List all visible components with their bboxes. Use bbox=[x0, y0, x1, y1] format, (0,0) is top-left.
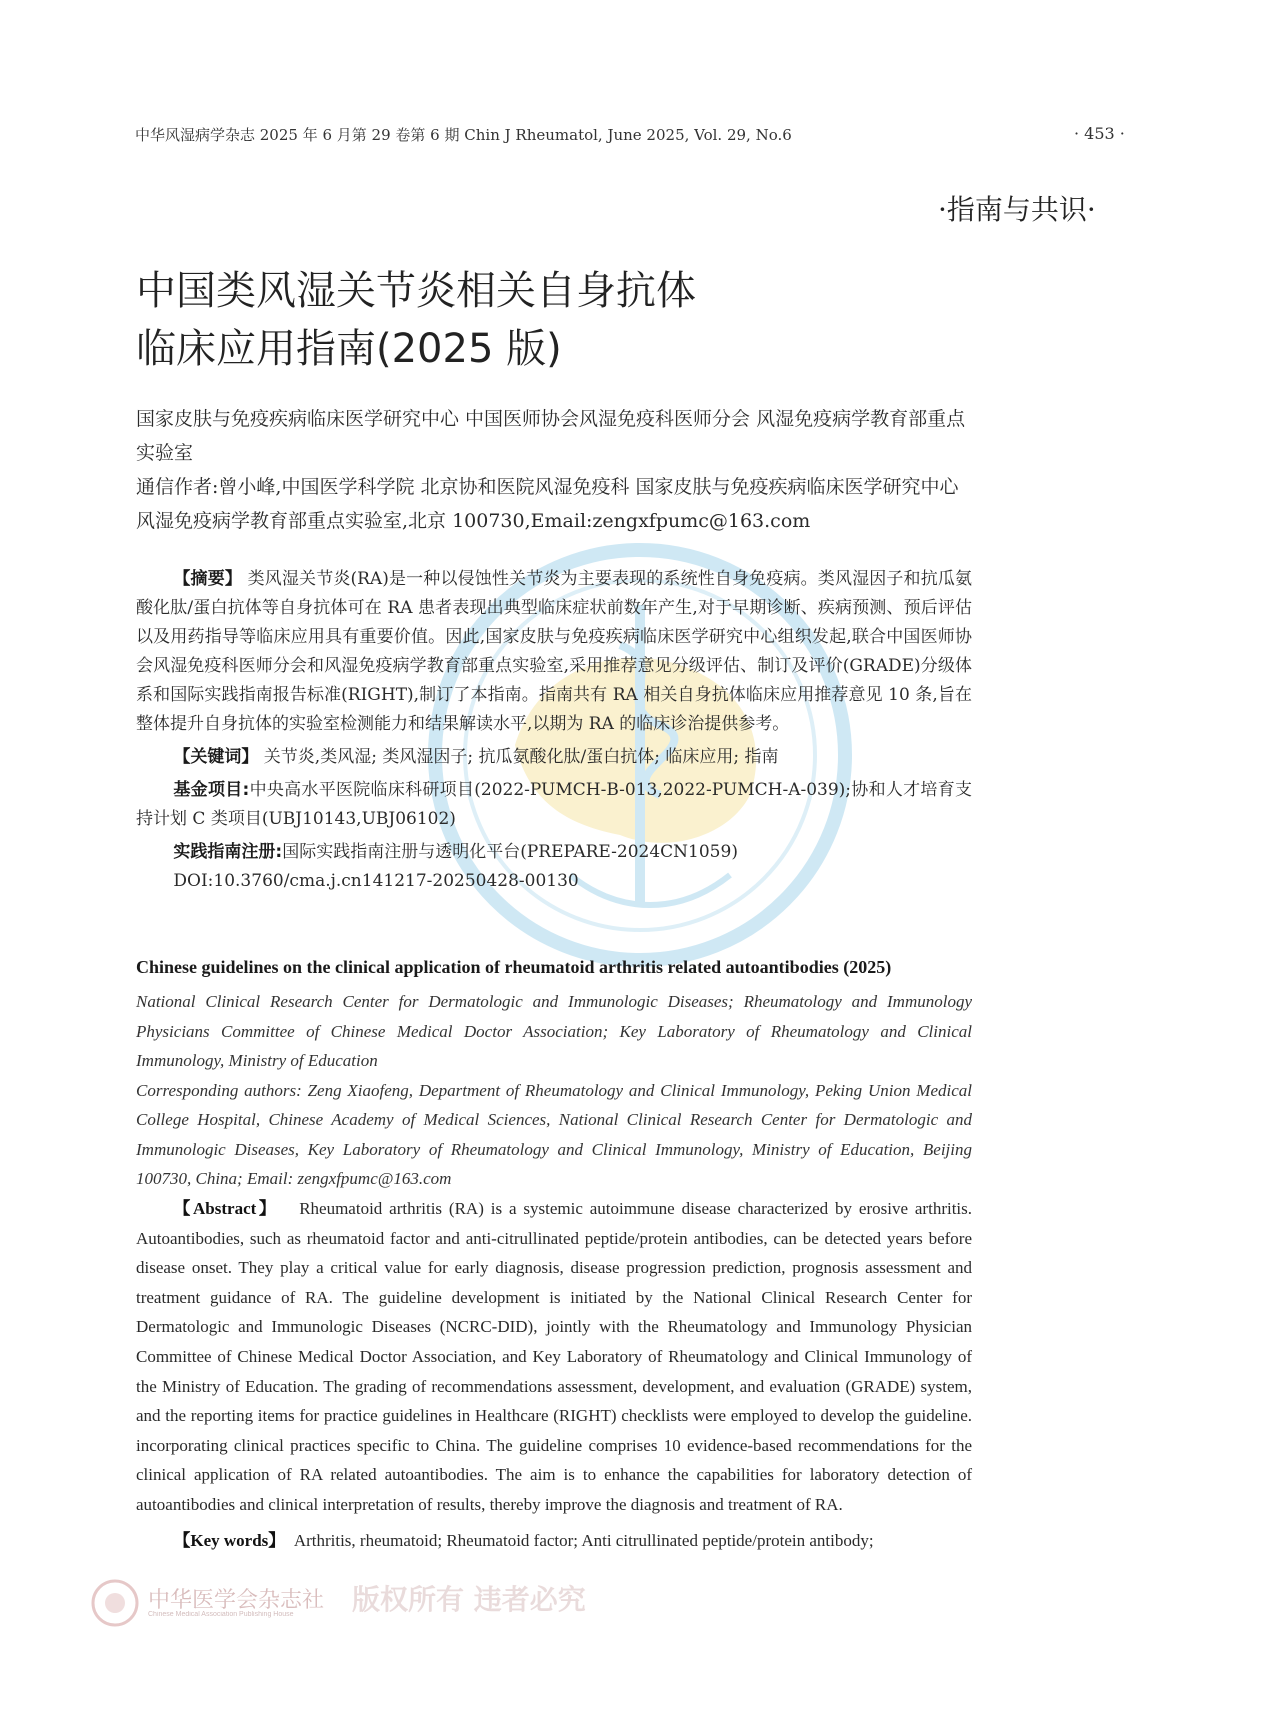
chinese-abstract bbox=[136, 565, 972, 896]
publisher-logo-icon bbox=[90, 1578, 140, 1628]
english-corresponding: Corresponding authors: Zeng Xiaofeng, Department of Rheumatology and Clinical Immunology, Peking Union Medical College Hospital, Chinese Academy of Medical Sciences, National Clinical Research Center for Dermatologic and Immunologic Diseases, Key Laboratory of Rheumatology and Clinical Immunology, Ministry of Education, Beijing 100730, China; Email: zengxfpumc@163.com bbox=[136, 1080, 972, 1188]
article-title bbox=[136, 262, 696, 378]
english-abstract-text: Rheumatoid arthritis (RA) is a systemic autoimmune disease characterized by erosive arthritis. Autoantibodies, such as rheumatoid factor and anti-citrullinated peptide/protein antibodies, can be detected years before disease onset. They play a critical value for early diagnosis, disease progression prediction, prognosis assessment and treatment guidance of RA. The guideline development is initiated by the National Clinical Research Center for Dermatologic and Immunologic Diseases (NCRC-DID), jointly with the Rheumatology and Immunology Physician Committee of Chinese Medical Doctor Association, and Key Laboratory of Rheumatology and Clinical Immunology of the Ministry of Education. The grading of recommendations assessment, development, and evaluation (GRADE) system, and the reporting items for practice guidelines in Healthcare (RIGHT) checklists were employed to develop the guideline. incorporating clinical practices specific to China. The guideline comprises 10 evidence-based recommendations for the clinical application of RA related autoantibodies. The aim is to enhance the capabilities for laboratory detection of autoantibodies and clinical interpretation of results, thereby improve the diagnosis and treatment of RA. bbox=[136, 1199, 973, 1514]
keywords-label: 【关键词】 bbox=[173, 747, 259, 767]
registry-text: 国际实践指南注册与透明化平台(PREPARE-2024CN1059) bbox=[282, 842, 738, 862]
copyright-mark: 版权所有 违者必究 bbox=[352, 1583, 586, 1616]
abstract-text: 类风湿关节炎(RA)是一种以侵蚀性关节炎为主要表现的系统性自身免疫病。类风湿因子和抗瓜氨酸化肽/蛋白抗体等自身抗体可在 RA 患者表现出典型临床症状前数年产生,对于早期诊断、疾病预测、预后评估以及用药指导等临床应用具有重要价值。因此,国家皮肤与免疫疾病临床医学研究中心组织发起,联合中国医师协会风湿免疫科医师分会和风湿免疫病学教育部重点实验室,采用推荐意见分级评估、制订及评价(GRADE)分级体系和国际实践指南报告标准(RIGHT),制订了本指南。指南共有 RA 相关自身抗体临床应用推荐意见 10 条,旨在整体提升自身抗体的实验室检测能力和结果解读水平,以期为 RA 的临床诊治提供参考。 bbox=[136, 569, 973, 734]
english-title: Chinese guidelines on the clinical application of rheumatoid arthritis related autoantibodies (2025) bbox=[136, 957, 892, 977]
doi: DOI:10.3760/cma.j.cn141217-20250428-00130 bbox=[173, 871, 579, 891]
english-affiliations bbox=[136, 987, 972, 1194]
english-abstract bbox=[136, 1194, 972, 1555]
english-keywords-text: Arthritis, rheumatoid; Rheumatoid factor; Anti citrullinated peptide/protein antibody; bbox=[293, 1530, 874, 1550]
title-line-2: 临床应用指南(2025 版) bbox=[136, 326, 562, 372]
abstract-label: 【摘要】 bbox=[173, 569, 243, 589]
publisher-name-en: Chinese Medical Association Publishing House bbox=[148, 1611, 294, 1618]
title-line-1: 中国类风湿关节炎相关自身抗体 bbox=[136, 268, 696, 314]
english-abstract-label: 【Abstract】 bbox=[173, 1199, 279, 1218]
registry-label: 实践指南注册: bbox=[173, 842, 283, 862]
affiliation-orgs: 国家皮肤与免疫疾病临床医学研究中心 中国医师协会风湿免疫科医师分会 风湿免疫病学教育部重点实验室 bbox=[136, 408, 966, 464]
affiliation-block bbox=[136, 402, 976, 538]
fund-label: 基金项目: bbox=[173, 780, 250, 800]
keywords-text: 关节炎,类风湿; 类风湿因子; 抗瓜氨酸化肽/蛋白抗体; 临床应用; 指南 bbox=[263, 747, 779, 767]
page-number: · 453 · bbox=[1074, 124, 1125, 143]
publisher-name: 中华医学会杂志社 bbox=[148, 1588, 325, 1613]
journal-header: 中华风湿病学杂志 2025 年 6 月第 29 卷第 6 期 Chin J Rheumatol, June 2025, Vol. 29, No.6 bbox=[135, 126, 792, 144]
english-affiliation-list: National Clinical Research Center for Dermatologic and Immunologic Diseases; Rheumatology and Immunology Physicians Committee of Chinese Medical Doctor Association; Key Laboratory of Rheumatology and Clinical Immunology, Ministry of Education bbox=[136, 992, 972, 1070]
fund-text: 中央高水平医院临床科研项目(2022-PUMCH-B-013,2022-PUMCH-A-039);协和人才培育支持计划 C 类项目(UBJ10143,UBJ06102) bbox=[136, 780, 972, 829]
section-tag: ·指南与共识· bbox=[938, 193, 1096, 226]
corresponding-author: 通信作者:曾小峰,中国医学科学院 北京协和医院风湿免疫科 国家皮肤与免疫疾病临床医学研究中心 风湿免疫病学教育部重点实验室,北京 100730,Email:zengxfpumc@163.com bbox=[136, 476, 959, 532]
english-keywords-label: 【Key words】 bbox=[173, 1530, 286, 1550]
